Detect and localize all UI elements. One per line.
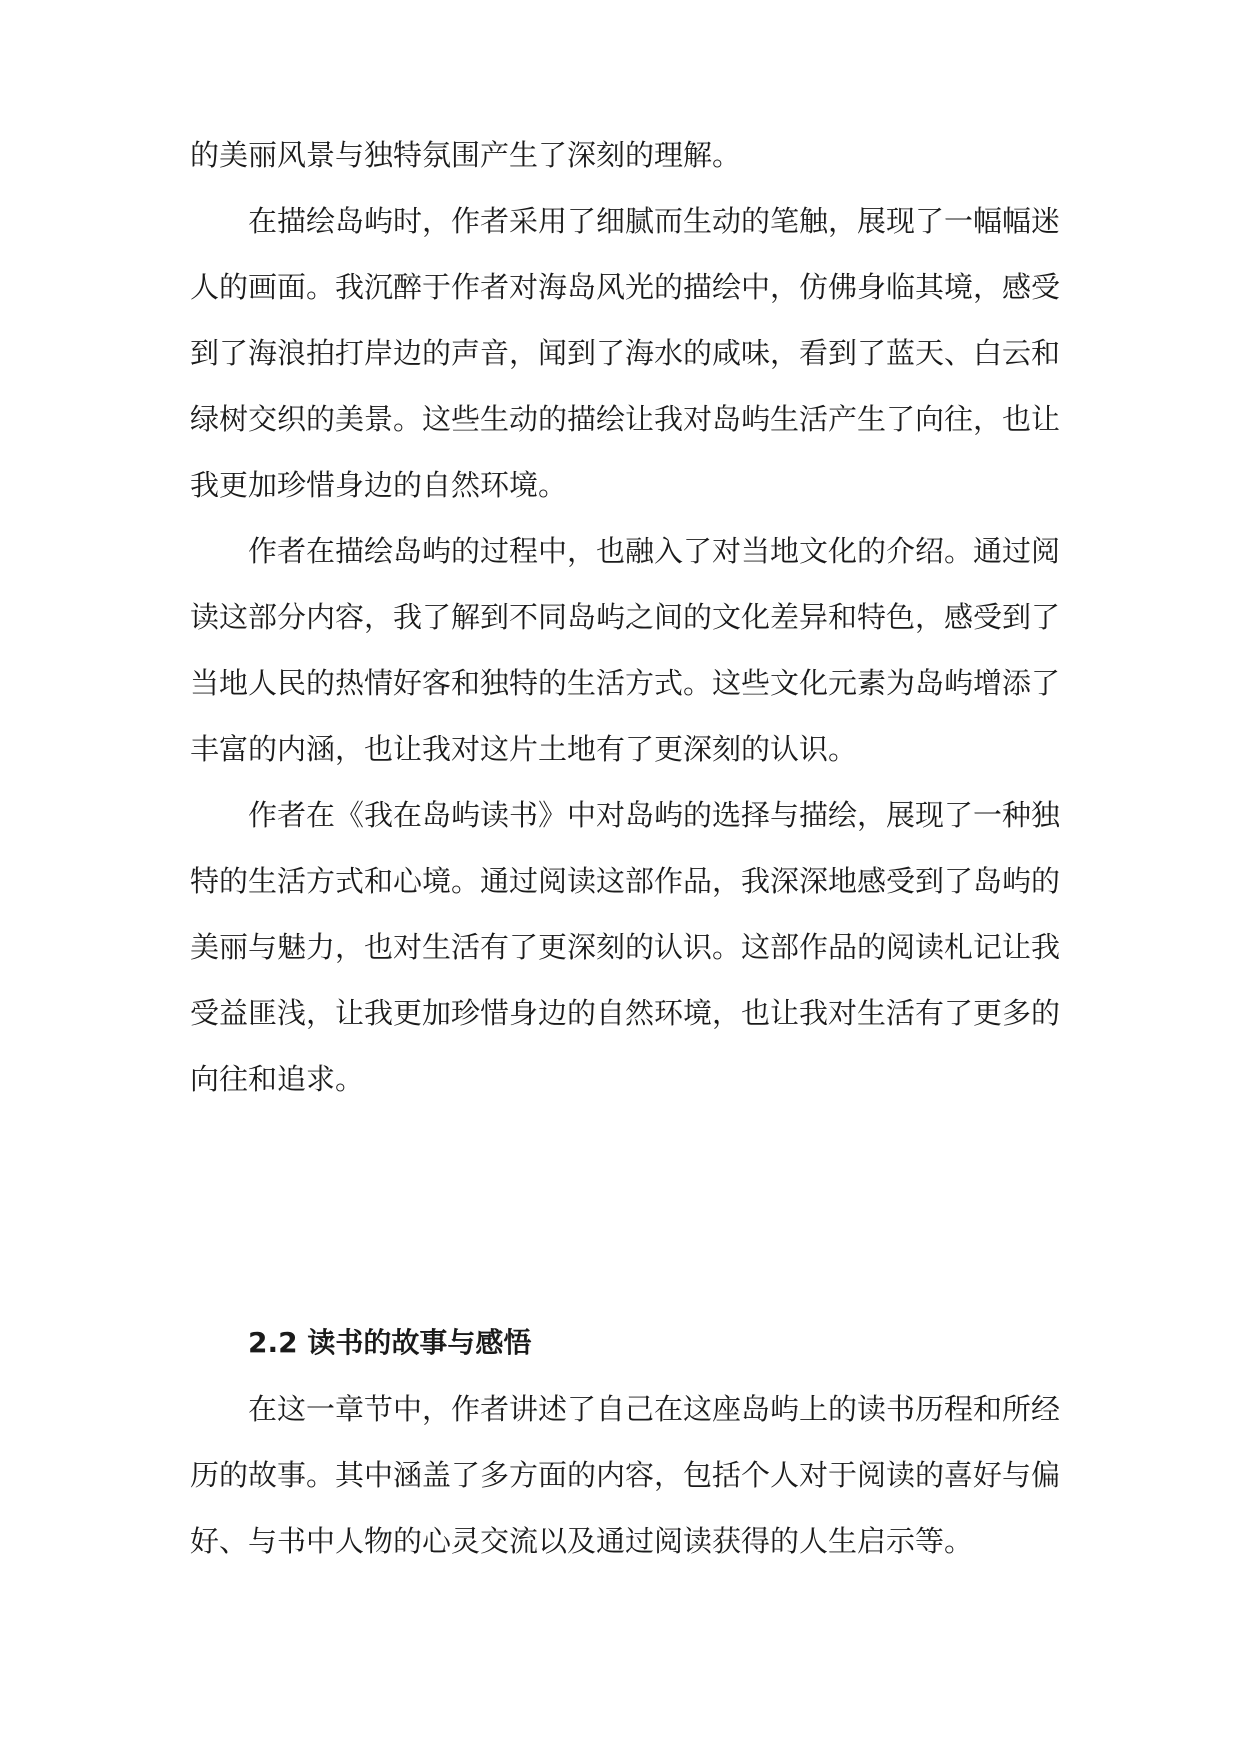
paragraph-line: 在描绘岛屿时，作者采用了细腻而生动的笔触，展现了一幅幅迷 [248,204,1060,238]
paragraph-line: 好、与书中人物的心灵交流以及通过阅读获得的人生启示等。 [190,1524,974,1558]
paragraph-line: 在这一章节中，作者讲述了自己在这座岛屿上的读书历程和所经 [248,1392,1060,1426]
paragraph-line: 向往和追求。 [190,1062,365,1096]
paragraph-line: 作者在描绘岛屿的过程中，也融入了对当地文化的介绍。通过阅 [248,534,1060,568]
paragraph-line: 当地人民的热情好客和独特的生活方式。这些文化元素为岛屿增添了 [190,666,1060,700]
section-heading: 2.2 读书的故事与感悟 [248,1326,532,1359]
paragraph-line: 到了海浪拍打岸边的声音，闻到了海水的咸味，看到了蓝天、白云和 [190,336,1060,370]
paragraph-line: 绿树交织的美景。这些生动的描绘让我对岛屿生活产生了向往，也让 [190,402,1060,436]
paragraph-line: 人的画面。我沉醉于作者对海岛风光的描绘中，仿佛身临其境，感受 [190,270,1060,304]
paragraph-line: 受益匪浅，让我更加珍惜身边的自然环境，也让我对生活有了更多的 [190,996,1060,1030]
paragraph-line: 的美丽风景与独特氛围产生了深刻的理解。 [190,138,742,172]
paragraph-line: 作者在《我在岛屿读书》中对岛屿的选择与描绘，展现了一种独 [248,798,1060,832]
paragraph-line: 美丽与魅力，也对生活有了更深刻的认识。这部作品的阅读札记让我 [190,930,1060,964]
paragraph-line: 历的故事。其中涵盖了多方面的内容，包括个人对于阅读的喜好与偏 [190,1458,1060,1492]
paragraph-line: 我更加珍惜身边的自然环境。 [190,468,568,502]
paragraph-line: 丰富的内涵，也让我对这片土地有了更深刻的认识。 [190,732,858,766]
paragraph-line: 读这部分内容，我了解到不同岛屿之间的文化差异和特色，感受到了 [190,600,1060,634]
paragraph-line: 特的生活方式和心境。通过阅读这部作品，我深深地感受到了岛屿的 [190,864,1060,898]
